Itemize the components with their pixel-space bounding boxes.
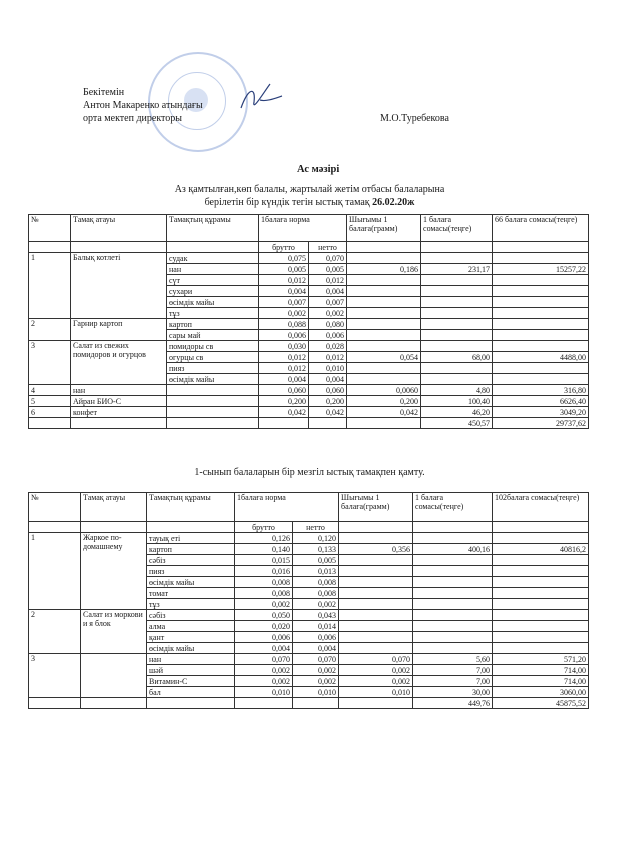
brutto-value: 0,075 — [259, 253, 309, 264]
price-total-value: 3049,20 — [493, 407, 589, 418]
price-total-value — [493, 643, 589, 654]
brutto-value: 0,004 — [235, 643, 293, 654]
yield-value — [347, 308, 421, 319]
dish-name: конфет — [71, 407, 167, 418]
brutto-value: 0,015 — [235, 555, 293, 566]
netto-value: 0,002 — [293, 599, 339, 610]
empty-cell — [339, 698, 413, 709]
price-one-value — [421, 253, 493, 264]
brutto-value: 0,004 — [259, 286, 309, 297]
subheader-row — [29, 522, 589, 533]
header-netto: нетто — [293, 522, 339, 533]
netto-value: 0,120 — [293, 533, 339, 544]
brutto-value: 0,012 — [259, 275, 309, 286]
price-one-value — [421, 297, 493, 308]
ingredient-name: сүт — [167, 275, 259, 286]
price-one-value — [421, 286, 493, 297]
price-total-value — [493, 566, 589, 577]
netto-value: 0,014 — [293, 621, 339, 632]
yield-value: 0,002 — [339, 665, 413, 676]
ingredient-name: Витамин-С — [147, 676, 235, 687]
price-one-value: 7,00 — [413, 676, 493, 687]
yield-value: 0,002 — [339, 676, 413, 687]
empty-cell — [347, 242, 421, 253]
price-one-value: 30,00 — [413, 687, 493, 698]
price-one-value: 400,16 — [413, 544, 493, 555]
empty-cell — [235, 698, 293, 709]
empty-cell — [71, 418, 167, 429]
price-total-value: 40816,2 — [493, 544, 589, 555]
netto-value: 0,008 — [293, 577, 339, 588]
empty-cell — [29, 698, 81, 709]
dish-number: 6 — [29, 407, 71, 418]
single-item-row — [29, 396, 589, 407]
ingredient-name: помидоры св — [167, 341, 259, 352]
netto-value: 0,005 — [309, 264, 347, 275]
yield-value: 0,070 — [339, 654, 413, 665]
brutto-value: 0,008 — [235, 577, 293, 588]
price-total-value — [493, 632, 589, 643]
ingredient-row — [29, 341, 589, 352]
price-one-value: 7,00 — [413, 665, 493, 676]
brutto-value: 0,006 — [235, 632, 293, 643]
yield-value — [339, 643, 413, 654]
dish-number: 1 — [29, 533, 81, 610]
header-netto: нетто — [309, 242, 347, 253]
price-total-value: 714,00 — [493, 665, 589, 676]
price-one-value — [413, 555, 493, 566]
ingredient-name: пияз — [147, 566, 235, 577]
empty-cell — [29, 522, 81, 533]
yield-value: 0,186 — [347, 264, 421, 275]
subheader-row — [29, 242, 589, 253]
price-one-value — [413, 588, 493, 599]
yield-value: 0,200 — [347, 396, 421, 407]
price-total-value — [493, 341, 589, 352]
yield-value — [347, 286, 421, 297]
brutto-value: 0,030 — [259, 341, 309, 352]
price-total-value — [493, 330, 589, 341]
netto-value: 0,006 — [309, 330, 347, 341]
brutto-value: 0,002 — [259, 308, 309, 319]
netto-value: 0,043 — [293, 610, 339, 621]
netto-value: 0,005 — [293, 555, 339, 566]
price-one-value — [421, 275, 493, 286]
ingredient-name: картоп — [147, 544, 235, 555]
price-total-value: 6626,40 — [493, 396, 589, 407]
netto-value: 0,002 — [293, 665, 339, 676]
yield-value: 0,0060 — [347, 385, 421, 396]
brutto-value: 0,002 — [235, 665, 293, 676]
header-norm: 1балаға норма — [259, 215, 347, 242]
empty-cell — [147, 698, 235, 709]
yield-value — [339, 533, 413, 544]
ingredient-name: тұз — [167, 308, 259, 319]
dish-number: 3 — [29, 341, 71, 385]
signer-name: М.О.Туребекова — [380, 113, 449, 124]
empty-cell — [29, 242, 71, 253]
price-one-value: 46,20 — [421, 407, 493, 418]
brutto-value: 0,140 — [235, 544, 293, 555]
dish-name: Айран БИО-С — [71, 396, 167, 407]
dish-number: 5 — [29, 396, 71, 407]
price-total-value — [493, 555, 589, 566]
dish-number: 2 — [29, 610, 81, 654]
brutto-value: 0,126 — [235, 533, 293, 544]
price-one-value: 4,80 — [421, 385, 493, 396]
yield-value — [347, 319, 421, 330]
ingredient-name: огурцы св — [167, 352, 259, 363]
empty-cell — [81, 698, 147, 709]
empty-cell — [81, 522, 147, 533]
empty-cell — [421, 242, 493, 253]
ingredient-row — [29, 319, 589, 330]
ingredient-name: алма — [147, 621, 235, 632]
netto-value: 0,007 — [309, 297, 347, 308]
price-total-value: 4488,00 — [493, 352, 589, 363]
brutto-value: 0,012 — [259, 352, 309, 363]
dish-name: Балық котлеті — [71, 253, 167, 319]
total-price-total: 29737,62 — [493, 418, 589, 429]
header-dish: Тамақ атауы — [71, 215, 167, 242]
header-price-one: 1 балаға сомасы(теңге) — [413, 493, 493, 522]
header-norm: 1балаға норма — [235, 493, 339, 522]
netto-value: 0,002 — [293, 676, 339, 687]
ingredient-name — [167, 385, 259, 396]
price-one-value — [413, 599, 493, 610]
yield-value: 0,356 — [339, 544, 413, 555]
table-2-caption: 1-сынып балаларын бір мезгіл ыстық тамақпен қамту. — [194, 467, 425, 478]
yield-value — [339, 588, 413, 599]
dish-name: Салат из свежих помидоров и огурцов — [71, 341, 167, 385]
signature — [236, 78, 286, 118]
price-total-value — [493, 599, 589, 610]
ingredient-name: қант — [147, 632, 235, 643]
price-total-value — [493, 275, 589, 286]
ingredient-name: бал — [147, 687, 235, 698]
total-price-one: 449,76 — [413, 698, 493, 709]
empty-cell — [493, 242, 589, 253]
page-title: Ас мәзірі — [297, 164, 340, 175]
price-total-value — [493, 319, 589, 330]
yield-value — [339, 577, 413, 588]
approval-line-1: Бекітемін — [83, 87, 125, 98]
ingredient-name: өсімдік майы — [147, 577, 235, 588]
brutto-value: 0,002 — [235, 676, 293, 687]
price-total-value: 15257,22 — [493, 264, 589, 275]
netto-value: 0,013 — [293, 566, 339, 577]
brutto-value: 0,008 — [235, 588, 293, 599]
empty-cell — [29, 418, 71, 429]
ingredient-name: нан — [147, 654, 235, 665]
ingredient-name: сухари — [167, 286, 259, 297]
price-one-value — [413, 621, 493, 632]
price-total-value — [493, 621, 589, 632]
ingredient-name: өсімдік майы — [147, 643, 235, 654]
header-ingredients: Тамақтың құрамы — [147, 493, 235, 522]
yield-value — [339, 610, 413, 621]
netto-value: 0,080 — [309, 319, 347, 330]
ingredient-row — [29, 610, 589, 621]
total-row — [29, 698, 589, 709]
price-one-value — [413, 566, 493, 577]
price-one-value — [413, 632, 493, 643]
empty-cell — [339, 522, 413, 533]
yield-value — [347, 363, 421, 374]
empty-cell — [167, 242, 259, 253]
brutto-value: 0,010 — [235, 687, 293, 698]
brutto-value: 0,006 — [259, 330, 309, 341]
ingredient-row — [29, 253, 589, 264]
price-one-value — [413, 610, 493, 621]
dish-name — [81, 654, 147, 698]
brutto-value: 0,007 — [259, 297, 309, 308]
netto-value: 0,010 — [293, 687, 339, 698]
ingredient-name: картоп — [167, 319, 259, 330]
ingredient-name: тұз — [147, 599, 235, 610]
dish-name: Гарнир картоп — [71, 319, 167, 341]
yield-value — [347, 374, 421, 385]
price-one-value — [421, 330, 493, 341]
empty-cell — [347, 418, 421, 429]
yield-value — [347, 253, 421, 264]
ingredient-name: сәбіз — [147, 555, 235, 566]
netto-value: 0,042 — [309, 407, 347, 418]
subtitle-text: берілетін бір күндік тегін ыстық тамақ — [204, 197, 370, 208]
yield-value — [339, 599, 413, 610]
price-one-value — [413, 643, 493, 654]
total-price-one: 450,57 — [421, 418, 493, 429]
brutto-value: 0,050 — [235, 610, 293, 621]
menu-date: 26.02.20ж — [372, 197, 415, 208]
dish-number: 2 — [29, 319, 71, 341]
brutto-value: 0,005 — [259, 264, 309, 275]
yield-value: 0,010 — [339, 687, 413, 698]
yield-value — [339, 566, 413, 577]
price-one-value — [421, 319, 493, 330]
netto-value: 0,070 — [293, 654, 339, 665]
brutto-value: 0,088 — [259, 319, 309, 330]
brutto-value: 0,060 — [259, 385, 309, 396]
header-yield: Шығымы 1 балаға(грамм) — [347, 215, 421, 242]
netto-value: 0,060 — [309, 385, 347, 396]
yield-value: 0,054 — [347, 352, 421, 363]
header-price-total: 66 балаға сомасы(теңге) — [493, 215, 589, 242]
price-one-value — [421, 341, 493, 352]
dish-name: Жаркое по-домашнему — [81, 533, 147, 610]
empty-cell — [293, 698, 339, 709]
yield-value — [339, 632, 413, 643]
ingredient-row — [29, 533, 589, 544]
header-row — [29, 215, 589, 242]
header-brutto: брутто — [259, 242, 309, 253]
dish-number: 3 — [29, 654, 81, 698]
brutto-value: 0,002 — [235, 599, 293, 610]
netto-value: 0,200 — [309, 396, 347, 407]
price-one-value: 231,17 — [421, 264, 493, 275]
price-one-value — [413, 533, 493, 544]
header-price-one: 1 балаға сомасы(теңге) — [421, 215, 493, 242]
approval-block — [83, 86, 203, 125]
menu-table-1 — [28, 214, 589, 429]
netto-value: 0,133 — [293, 544, 339, 555]
header-dish: Тамақ атауы — [81, 493, 147, 522]
header-price-total: 102балаға сомасы(теңге) — [493, 493, 589, 522]
empty-cell — [167, 418, 259, 429]
brutto-value: 0,016 — [235, 566, 293, 577]
ingredient-name: судак — [167, 253, 259, 264]
price-total-value: 316,80 — [493, 385, 589, 396]
netto-value: 0,006 — [293, 632, 339, 643]
empty-cell — [309, 418, 347, 429]
netto-value: 0,004 — [293, 643, 339, 654]
ingredient-name — [167, 396, 259, 407]
subtitle-line-2 — [0, 197, 619, 208]
netto-value: 0,012 — [309, 352, 347, 363]
yield-value — [347, 275, 421, 286]
price-one-value — [413, 577, 493, 588]
price-one-value: 100,40 — [421, 396, 493, 407]
price-one-value: 5,60 — [413, 654, 493, 665]
empty-cell — [259, 418, 309, 429]
single-item-row — [29, 385, 589, 396]
price-total-value — [493, 533, 589, 544]
yield-value — [347, 297, 421, 308]
header-no: № — [29, 215, 71, 242]
price-total-value: 571,20 — [493, 654, 589, 665]
price-total-value — [493, 253, 589, 264]
ingredient-name: томат — [147, 588, 235, 599]
price-total-value — [493, 374, 589, 385]
netto-value: 0,012 — [309, 275, 347, 286]
dish-number: 4 — [29, 385, 71, 396]
ingredient-name: нан — [167, 264, 259, 275]
brutto-value: 0,200 — [259, 396, 309, 407]
ingredient-name: шәй — [147, 665, 235, 676]
brutto-value: 0,070 — [235, 654, 293, 665]
empty-cell — [71, 242, 167, 253]
brutto-value: 0,012 — [259, 363, 309, 374]
header-yield: Шығымы 1 балаға(грамм) — [339, 493, 413, 522]
dish-name: нан — [71, 385, 167, 396]
price-total-value — [493, 308, 589, 319]
netto-value: 0,004 — [309, 374, 347, 385]
yield-value — [347, 341, 421, 352]
yield-value — [339, 555, 413, 566]
netto-value: 0,008 — [293, 588, 339, 599]
price-one-value — [421, 308, 493, 319]
dish-number: 1 — [29, 253, 71, 319]
price-total-value — [493, 610, 589, 621]
header-brutto: брутто — [235, 522, 293, 533]
price-total-value — [493, 363, 589, 374]
price-total-value — [493, 297, 589, 308]
header-no: № — [29, 493, 81, 522]
yield-value — [347, 330, 421, 341]
total-row — [29, 418, 589, 429]
price-total-value: 714,00 — [493, 676, 589, 687]
approval-line-3: орта мектеп директоры — [83, 113, 183, 124]
netto-value: 0,002 — [309, 308, 347, 319]
brutto-value: 0,020 — [235, 621, 293, 632]
ingredient-name: өсімдік майы — [167, 297, 259, 308]
ingredient-name — [167, 407, 259, 418]
ingredient-name: пияз — [167, 363, 259, 374]
brutto-value: 0,042 — [259, 407, 309, 418]
menu-table-2 — [28, 492, 589, 709]
empty-cell — [147, 522, 235, 533]
brutto-value: 0,004 — [259, 374, 309, 385]
total-price-total: 45875,52 — [493, 698, 589, 709]
approval-line-2: Антон Макаренко атындағы — [83, 100, 203, 111]
yield-value — [339, 621, 413, 632]
subtitle-line-1: Аз қамтылған,көп балалы, жартылай жетім отбасы балаларына — [174, 184, 445, 195]
netto-value: 0,070 — [309, 253, 347, 264]
header-ingredients: Тамақтың құрамы — [167, 215, 259, 242]
empty-cell — [493, 522, 589, 533]
dish-name: Салат из моркови и я блок — [81, 610, 147, 654]
price-total-value — [493, 588, 589, 599]
price-total-value — [493, 286, 589, 297]
ingredient-name: сары май — [167, 330, 259, 341]
netto-value: 0,010 — [309, 363, 347, 374]
empty-cell — [413, 522, 493, 533]
netto-value: 0,028 — [309, 341, 347, 352]
ingredient-name: сәбіз — [147, 610, 235, 621]
price-total-value — [493, 577, 589, 588]
price-one-value — [421, 363, 493, 374]
single-item-row — [29, 407, 589, 418]
ingredient-name: өсімдік майы — [167, 374, 259, 385]
ingredient-row — [29, 654, 589, 665]
price-total-value: 3060,00 — [493, 687, 589, 698]
netto-value: 0,004 — [309, 286, 347, 297]
header-row — [29, 493, 589, 522]
price-one-value — [421, 374, 493, 385]
price-one-value: 68,00 — [421, 352, 493, 363]
ingredient-name: тауық еті — [147, 533, 235, 544]
yield-value: 0,042 — [347, 407, 421, 418]
